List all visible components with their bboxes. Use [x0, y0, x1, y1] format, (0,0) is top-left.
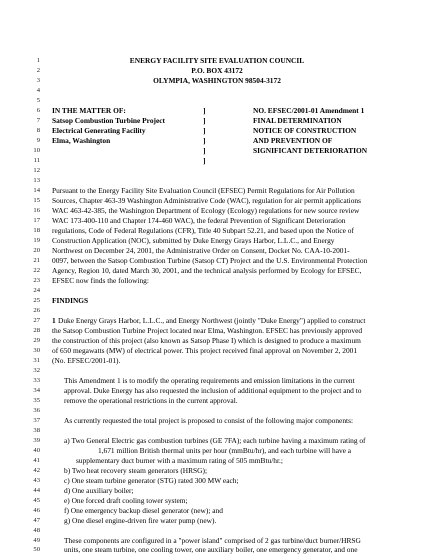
intro-line: regulations, Code of Federal Regulations (CFR), Title 40 Subpart 52.21, and based upon the Notice of — [52, 226, 354, 235]
line-26 — [0, 306, 428, 316]
line-number: 40 — [33, 447, 40, 454]
line-number: 47 — [33, 517, 40, 524]
finding-line: of 650 megawatts (MW) of electrical power. This project received final approval on November 2, 2001 — [52, 346, 358, 355]
line-47 — [0, 516, 428, 526]
line-number: 2 — [36, 67, 40, 74]
line-number: 41 — [33, 457, 40, 464]
closing-line: units, one steam turbine, one cooling tower, one auxiliary boiler, one emergency generator, and one — [64, 545, 358, 554]
line-number: 11 — [33, 157, 40, 164]
line-21 — [0, 256, 428, 266]
line-32 — [0, 366, 428, 376]
line-30 — [0, 346, 428, 356]
line-number: 32 — [33, 367, 40, 374]
line-44 — [0, 486, 428, 496]
line-38 — [0, 426, 428, 436]
line-number: 15 — [33, 197, 40, 204]
line-39 — [0, 436, 428, 446]
line-number: 17 — [33, 217, 40, 224]
intro-line: Construction Application (NOC), submitted by Duke Energy Grays Harbor, L.L.C., and Energy — [52, 236, 335, 245]
line-number: 28 — [33, 327, 40, 334]
line-number: 6 — [36, 107, 40, 114]
line-number: 23 — [33, 277, 40, 284]
city-address: OLYMPIA, WASHINGTON 98504-3172 — [153, 76, 281, 85]
caption-right: AND PREVENTION OF — [253, 136, 333, 145]
intro-line: EFSEC now finds the following: — [52, 276, 149, 285]
line-number: 36 — [33, 407, 40, 414]
line-2 — [0, 66, 428, 76]
intro-line: 0097, between the Satsop Combustion Turbine (Satsop CT) Project and the U.S. Environmental Protection — [52, 256, 368, 265]
line-23 — [0, 276, 428, 286]
finding-line: (No. EFSEC/2001-01). — [52, 356, 121, 365]
line-20 — [0, 246, 428, 256]
line-number: 46 — [33, 507, 40, 514]
line-46 — [0, 506, 428, 516]
line-41 — [0, 456, 428, 466]
po-box: P.O. BOX 43172 — [191, 66, 243, 75]
component-item: g) One diesel engine-driven fire water pump (new). — [64, 516, 217, 525]
line-number: 44 — [33, 487, 40, 494]
amendment-line: This Amendment 1 is to modify the operating requirements and emission limitations in the current — [64, 376, 355, 385]
caption-left: Electrical Generating Facility — [52, 126, 146, 135]
component-item: d) One auxiliary boiler; — [64, 486, 134, 495]
line-number: 4 — [36, 87, 40, 94]
line-number: 21 — [33, 257, 40, 264]
intro-line: Agency, Region 10, dated March 30, 2001, and the technical analysis performed by Ecology for EFSEC, — [52, 266, 362, 275]
line-48 — [0, 526, 428, 536]
line-number: 33 — [33, 377, 40, 384]
intro-line: WAC 173-400-110 and Chapter 174-460 WAC), the federal Prevention of Significant Deterioration — [52, 216, 346, 225]
line-14 — [0, 186, 428, 196]
closing-line: These components are configured in a "power island" comprised of 2 gas turbine/duct burner/HRSG — [64, 536, 361, 545]
line-27 — [0, 316, 428, 326]
amendment-line: remove the operational restrictions in the current approval. — [64, 396, 238, 405]
caption-bracket: ] — [203, 136, 206, 145]
component-item: a) Two General Electric gas combustion turbines (GE 7FA); each turbine having a maximum rating of — [64, 436, 366, 445]
line-4 — [0, 86, 428, 96]
line-18 — [0, 226, 428, 236]
line-number: 50 — [33, 546, 40, 553]
line-number: 39 — [33, 437, 40, 444]
line-13 — [0, 176, 428, 186]
component-item: c) One steam turbine generator (STG) rated 300 MW each; — [64, 476, 239, 485]
caption-left: IN THE MATTER OF: — [52, 106, 126, 115]
finding-line: the Satsop Combustion Turbine Project located near Elma, Washington. EFSEC has previously approved — [52, 326, 363, 335]
line-number: 8 — [36, 127, 40, 134]
amendment-line: approval. Duke Energy has also requested the inclusion of additional equipment to the project and to — [64, 386, 362, 395]
line-15 — [0, 196, 428, 206]
intro-line: Sources, Chapter 463-39 Washington Administrative Code (WAC), regulation for air permit applications — [52, 196, 361, 205]
line-number: 38 — [33, 427, 40, 434]
line-24 — [0, 286, 428, 296]
finding-line: Duke Energy Grays Harbor, L.L.C., and Energy Northwest (jointly "Duke Energy") applied to construct — [58, 316, 366, 325]
caption-left: Elma, Washington — [52, 136, 111, 145]
caption-bracket: ] — [203, 156, 206, 165]
line-number: 20 — [33, 247, 40, 254]
line-number: 16 — [33, 207, 40, 214]
line-31 — [0, 356, 428, 366]
line-number: 45 — [33, 497, 40, 504]
line-number: 49 — [33, 537, 40, 544]
component-item: supplementary duct burner with a maximum rating of 505 mmBtu/hr.; — [76, 456, 283, 465]
line-10 — [0, 146, 428, 156]
line-34 — [0, 386, 428, 396]
line-1 — [0, 56, 428, 66]
line-22 — [0, 266, 428, 276]
caption-left: Satsop Combustion Turbine Project — [52, 116, 165, 125]
line-number: 34 — [33, 387, 40, 394]
line-number: 22 — [33, 267, 40, 274]
line-35 — [0, 396, 428, 406]
line-9 — [0, 136, 428, 146]
component-item: f) One emergency backup diesel generator (new); and — [64, 506, 223, 515]
line-number: 42 — [33, 467, 40, 474]
line-36 — [0, 406, 428, 416]
caption-bracket: ] — [203, 126, 206, 135]
caption-right: NOTICE OF CONSTRUCTION — [253, 126, 357, 135]
line-16 — [0, 206, 428, 216]
intro-line: Northwest on December 24, 2001, the Administrative Order on Consent, Docket No. CAA-10-2001- — [52, 246, 350, 255]
line-number: 27 — [33, 317, 40, 324]
line-number: 5 — [36, 97, 40, 104]
line-12 — [0, 166, 428, 176]
line-number: 30 — [33, 347, 40, 354]
line-28 — [0, 326, 428, 336]
line-17 — [0, 216, 428, 226]
finding-number: 1 — [52, 316, 56, 325]
line-number: 10 — [33, 147, 40, 154]
line-number: 29 — [33, 337, 40, 344]
line-37 — [0, 416, 428, 426]
line-19 — [0, 236, 428, 246]
caption-right: SIGNIFICANT DETERIORATION — [253, 146, 368, 155]
line-7 — [0, 116, 428, 126]
intro-line: Pursuant to the Energy Facility Site Evaluation Council (EFSEC) Permit Regulations for Air Pollution — [52, 186, 355, 195]
council-name: ENERGY FACILITY SITE EVALUATION COUNCIL — [129, 56, 305, 65]
finding-line: the construction of this project (also known as Satsop Phase I) which is designed to produce a maximum — [52, 336, 361, 345]
line-number: 26 — [33, 307, 40, 314]
line-29 — [0, 336, 428, 346]
line-42 — [0, 466, 428, 476]
line-number: 24 — [33, 287, 40, 294]
line-8 — [0, 126, 428, 136]
line-number: 31 — [33, 357, 40, 364]
line-33 — [0, 376, 428, 386]
line-43 — [0, 476, 428, 486]
caption-bracket: ] — [203, 116, 206, 125]
line-11 — [0, 156, 428, 166]
caption-right: FINAL DETERMINATION — [253, 116, 342, 125]
line-number: 12 — [33, 167, 40, 174]
line-45 — [0, 496, 428, 506]
line-number: 43 — [33, 477, 40, 484]
line-number: 7 — [36, 117, 40, 124]
component-item: 1,671 million British thermal units per hour (mmBtu/hr), and each turbine will have a — [98, 446, 352, 455]
line-25 — [0, 296, 428, 306]
line-number: 25 — [33, 297, 40, 304]
line-5 — [0, 96, 428, 106]
line-number: 9 — [36, 137, 40, 144]
line-number: 1 — [36, 57, 40, 64]
line-number: 35 — [33, 397, 40, 404]
component-item: e) One forced draft cooling tower system; — [64, 496, 188, 505]
line-number: 18 — [33, 227, 40, 234]
components-intro: As currently requested the total project is proposed to consist of the following major components: — [64, 416, 353, 425]
component-item: b) Two heat recovery steam generators (HRSG); — [64, 466, 208, 475]
line-number: 19 — [33, 237, 40, 244]
line-number: 48 — [33, 527, 40, 534]
caption-bracket: ] — [203, 146, 206, 155]
line-3 — [0, 76, 428, 86]
caption-bracket: ] — [203, 106, 206, 115]
line-6 — [0, 106, 428, 116]
line-40 — [0, 446, 428, 456]
intro-line: WAC 463-42-385, the Washington Department of Ecology (Ecology) regulations for new source review — [52, 206, 360, 215]
line-number: 14 — [33, 187, 40, 194]
line-number: 13 — [33, 177, 40, 184]
line-number: 37 — [33, 417, 40, 424]
findings-heading: FINDINGS — [52, 296, 89, 305]
line-number: 3 — [36, 77, 40, 84]
caption-right: NO. EFSEC/2001-01 Amendment 1 — [253, 106, 365, 115]
